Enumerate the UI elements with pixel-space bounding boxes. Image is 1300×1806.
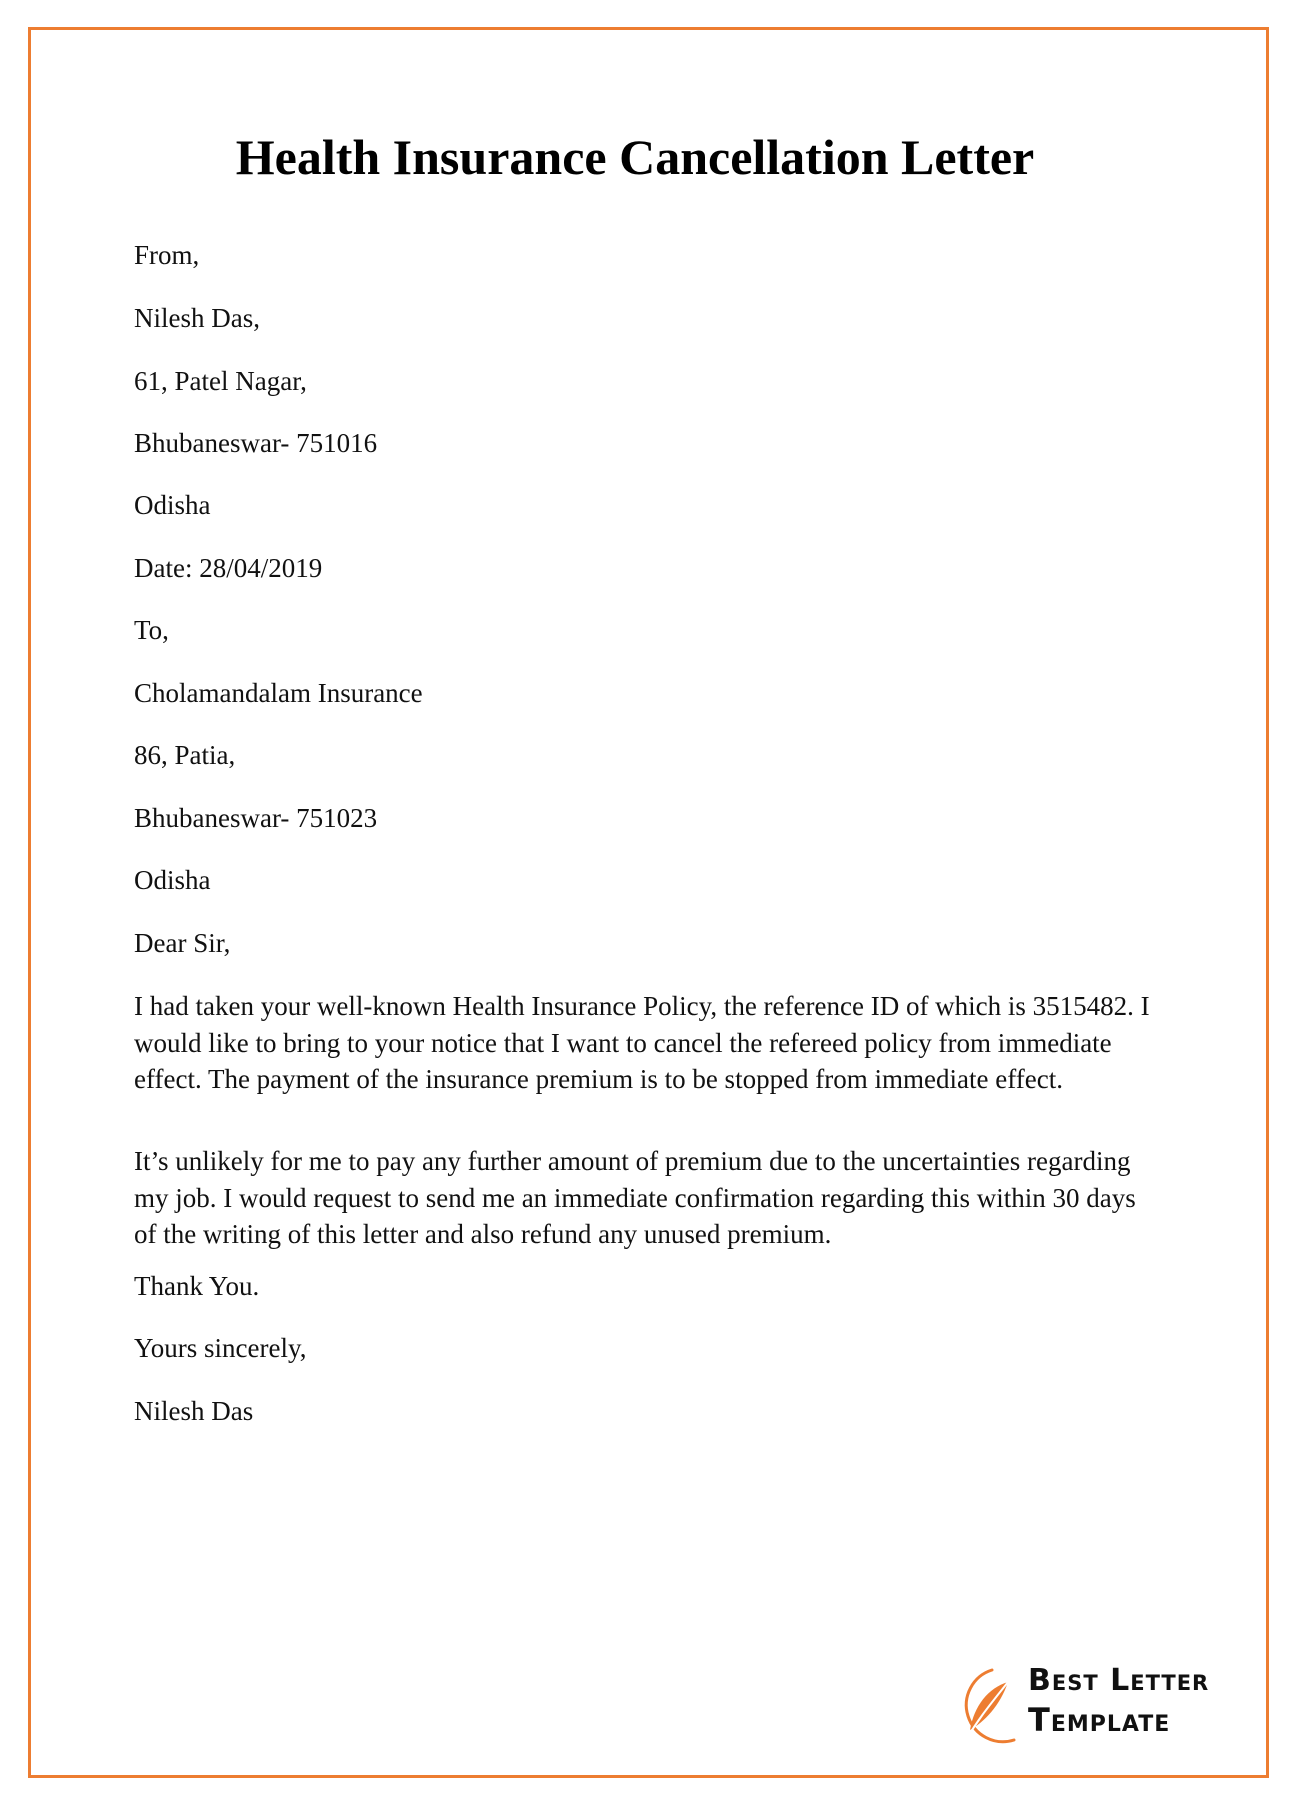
signature-name: Nilesh Das (134, 1396, 254, 1426)
sender-name: Nilesh Das, (134, 303, 260, 333)
to-label: To, (134, 615, 169, 645)
recipient-state: Odisha (134, 865, 211, 895)
letter-date: Date: 28/04/2019 (134, 553, 323, 583)
logo-line-2: Template (1028, 1701, 1171, 1739)
closing-line: Yours sincerely, (134, 1333, 307, 1363)
document-title: Health Insurance Cancellation Letter (235, 129, 1035, 185)
page-border (28, 27, 1269, 1778)
recipient-address-line2: Bhubaneswar- 751023 (134, 803, 378, 833)
from-label: From, (134, 240, 200, 270)
recipient-address-line1: 86, Patia, (134, 740, 236, 770)
sender-address-line2: Bhubaneswar- 751016 (134, 428, 378, 458)
logo-line-1: Best Letter (1028, 1663, 1210, 1698)
recipient-name: Cholamandalam Insurance (134, 678, 423, 708)
thanks-line: Thank You. (134, 1271, 260, 1301)
sender-address-line1: 61, Patel Nagar, (134, 366, 307, 396)
best-letter-template-logo (948, 1660, 1228, 1750)
quill-feather-icon (948, 1660, 1028, 1750)
sender-state: Odisha (134, 490, 211, 520)
logo-text (1028, 1663, 1210, 1739)
salutation: Dear Sir, (134, 928, 231, 958)
body-paragraph-1: I had taken your well-known Health Insurance Policy, the reference ID of which is 3515482. I would like to bring to your notice that I want to cancel the refereed policy from immediate effect. The payment of the insurance premium is to be stopped from immediate effect. (134, 991, 1150, 1094)
body-paragraph-2: It’s unlikely for me to pay any further amount of premium due to the uncertainties regarding my job. I would request to send me an immediate confirmation regarding this within 30 days of the writing of this letter and also refund any unused premium. (134, 1146, 1136, 1249)
